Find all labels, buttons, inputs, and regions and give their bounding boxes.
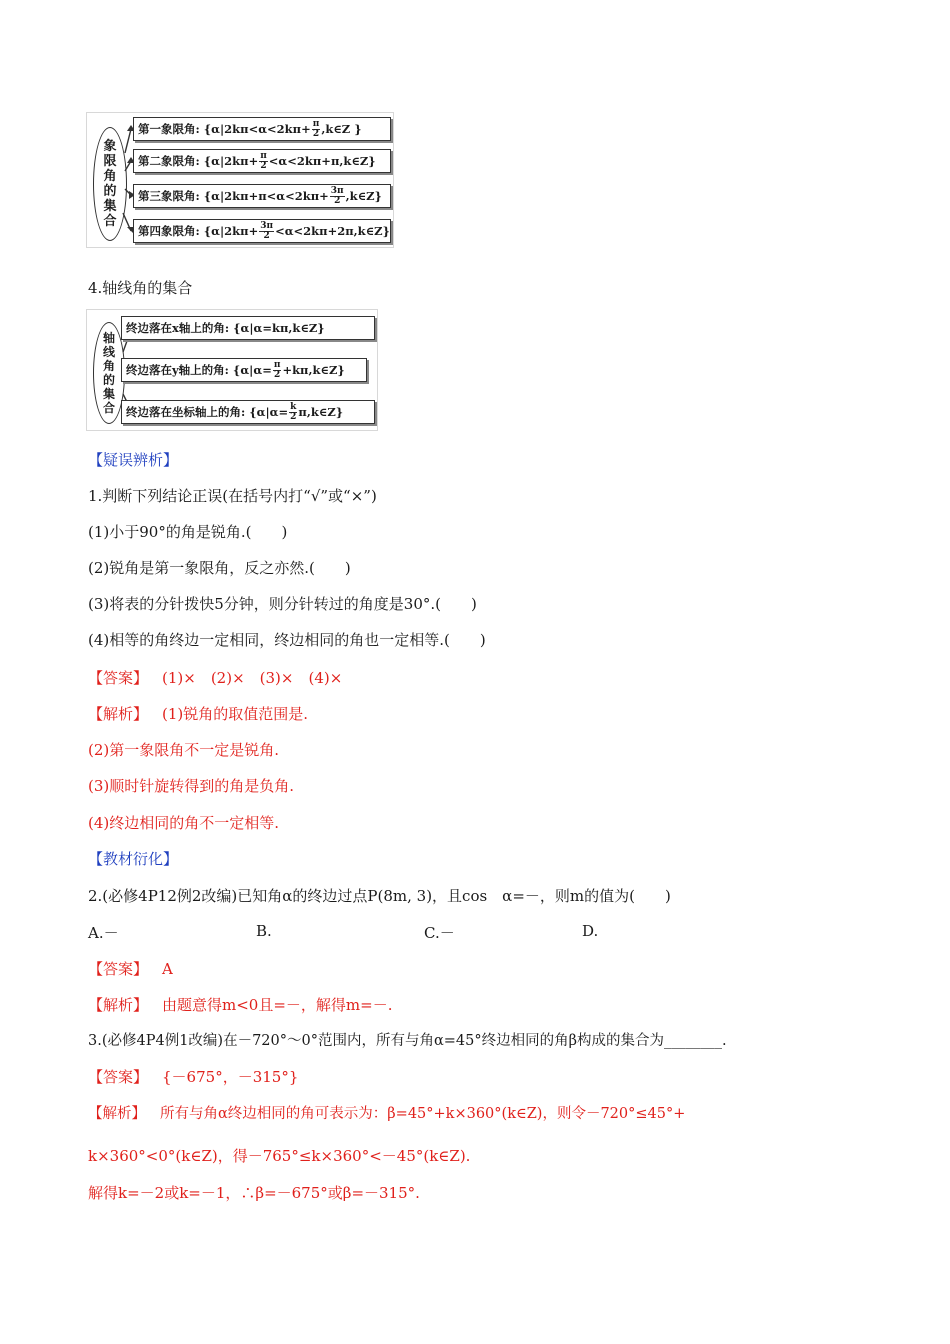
quadrant-3-box <box>133 184 391 208</box>
analysis-tag: 【解析】 <box>88 996 149 1014</box>
heading-jiaocai: 【教材衍化】 <box>88 850 179 868</box>
fraction: $\frac{3\pi}{2}$ <box>260 220 274 241</box>
q1-stem: 1.判断下列结论正误(在括号内打“√”或“×”) <box>88 487 377 505</box>
box-text: 终边落在x轴上的角: {α|α=kπ,k∈Z} <box>126 321 325 335</box>
box-text: +kπ,k∈Z} <box>282 363 345 377</box>
q2-stem: 2.(必修4P12例2改编)已知角α的终边过点P(8m, 3)，且cos α=－，则m的值为( ) <box>88 887 671 905</box>
fraction: $\frac{k}{2}$ <box>290 401 297 422</box>
analysis-text: 所有与角α终边相同的角可表示为：β=45°+k×360°(k∈Z)，则令－720°≤45°+ <box>160 1106 686 1122</box>
box-text: 第一象限角: {α|2kπ<α<2kπ+ <box>138 122 311 136</box>
oval-char: 限 <box>103 154 117 169</box>
fraction: $\frac{3\pi}{2}$ <box>330 185 344 206</box>
oval-char: 集 <box>103 199 117 214</box>
q2-option-c: C.－ <box>424 924 455 942</box>
q1-item: (2)锐角是第一象限角，反之亦然.( ) <box>88 559 351 577</box>
box-text: 第三象限角: {α|2kπ+π<α<2kπ+ <box>138 189 329 203</box>
q3-answer <box>88 1067 298 1087</box>
oval-char: 象 <box>103 139 117 154</box>
box-text: ,k∈Z } <box>321 122 362 136</box>
oval-char: 的 <box>103 184 117 199</box>
box-text: <α<2kπ+π,k∈Z} <box>268 154 376 168</box>
box-text: ,k∈Z} <box>345 189 382 203</box>
answer-text: (1)× (2)× (3)× (4)× <box>162 669 343 687</box>
axis-angle-diagram <box>86 309 378 431</box>
section-4-title: 4.轴线角的集合 <box>88 279 193 297</box>
oval-char: 角 <box>102 359 115 373</box>
analysis-text: 由题意得m<0且=－，解得m=－. <box>162 996 393 1014</box>
q1-item: (3)将表的分针拨快5分钟，则分针转过的角度是30°.( ) <box>88 595 477 613</box>
q1-answer <box>88 668 342 688</box>
q2-answer <box>88 959 173 979</box>
box-text: 第四象限角: {α|2kπ+ <box>138 224 259 238</box>
fraction: $\frac{\pi}{2}$ <box>273 359 281 380</box>
quadrant-4-box <box>133 219 391 243</box>
oval-char: 轴 <box>102 331 115 345</box>
q1-analysis-line: (3)顺时针旋转得到的角是负角. <box>88 777 295 795</box>
q1-item: (1)小于90°的角是锐角.( ) <box>88 523 288 541</box>
q1-analysis <box>88 704 308 724</box>
answer-tag: 【答案】 <box>88 669 149 687</box>
q3-analysis-line: k×360°<0°(k∈Z)，得－765°≤k×360°<－45°(k∈Z). <box>88 1147 471 1165</box>
q3-stem: 3.(必修4P4例1改编)在－720°～0°范围内，所有与角α=45°终边相同的角β构成的集合为________. <box>88 1033 727 1049</box>
answer-tag: 【答案】 <box>88 960 149 978</box>
heading-yiwu: 【疑误辨析】 <box>88 451 179 469</box>
y-axis-box <box>121 358 367 382</box>
analysis-tag: 【解析】 <box>88 705 149 723</box>
answer-tag: 【答案】 <box>88 1068 149 1086</box>
answer-text: A <box>162 960 173 978</box>
oval-char: 线 <box>102 345 115 359</box>
q1-analysis-line: (4)终边相同的角不一定相等. <box>88 814 280 832</box>
analysis-text: (1)锐角的取值范围是. <box>162 705 309 723</box>
quadrant-1-box <box>133 117 391 141</box>
oval-char: 合 <box>103 214 117 229</box>
x-axis-box <box>121 316 375 340</box>
box-text: <α<2kπ+2π,k∈Z} <box>275 224 390 238</box>
answer-text: {－675°，－315°} <box>162 1068 299 1086</box>
oval-char: 合 <box>102 401 115 415</box>
q1-item: (4)相等的角终边一定相同，终边相同的角也一定相等.( ) <box>88 631 486 649</box>
q2-analysis <box>88 995 392 1015</box>
box-text: 终边落在y轴上的角: {α|α= <box>126 363 272 377</box>
box-text: 第二象限角: {α|2kπ+ <box>138 154 259 168</box>
q2-option-a: A.－ <box>88 924 119 942</box>
q3-analysis <box>88 1104 685 1124</box>
oval-char: 的 <box>102 373 115 387</box>
oval-char: 集 <box>102 387 115 401</box>
box-text: 终边落在坐标轴上的角: {α|α= <box>126 405 289 419</box>
coordinate-axis-box <box>121 400 375 424</box>
quadrant-angle-diagram <box>86 112 394 248</box>
q2-option-d: D. <box>582 922 599 940</box>
analysis-tag: 【解析】 <box>88 1106 146 1122</box>
fraction: $\frac{\pi}{2}$ <box>312 118 320 139</box>
fraction: $\frac{\pi}{2}$ <box>260 150 267 171</box>
q1-analysis-line: (2)第一象限角不一定是锐角. <box>88 741 280 759</box>
q3-analysis-line: 解得k=－2或k=－1，∴β=－675°或β=－315°. <box>88 1184 420 1202</box>
quadrant-2-box <box>133 149 391 173</box>
oval-char: 角 <box>103 169 117 184</box>
q2-option-b: B. <box>256 922 272 940</box>
box-text: π,k∈Z} <box>298 405 344 419</box>
